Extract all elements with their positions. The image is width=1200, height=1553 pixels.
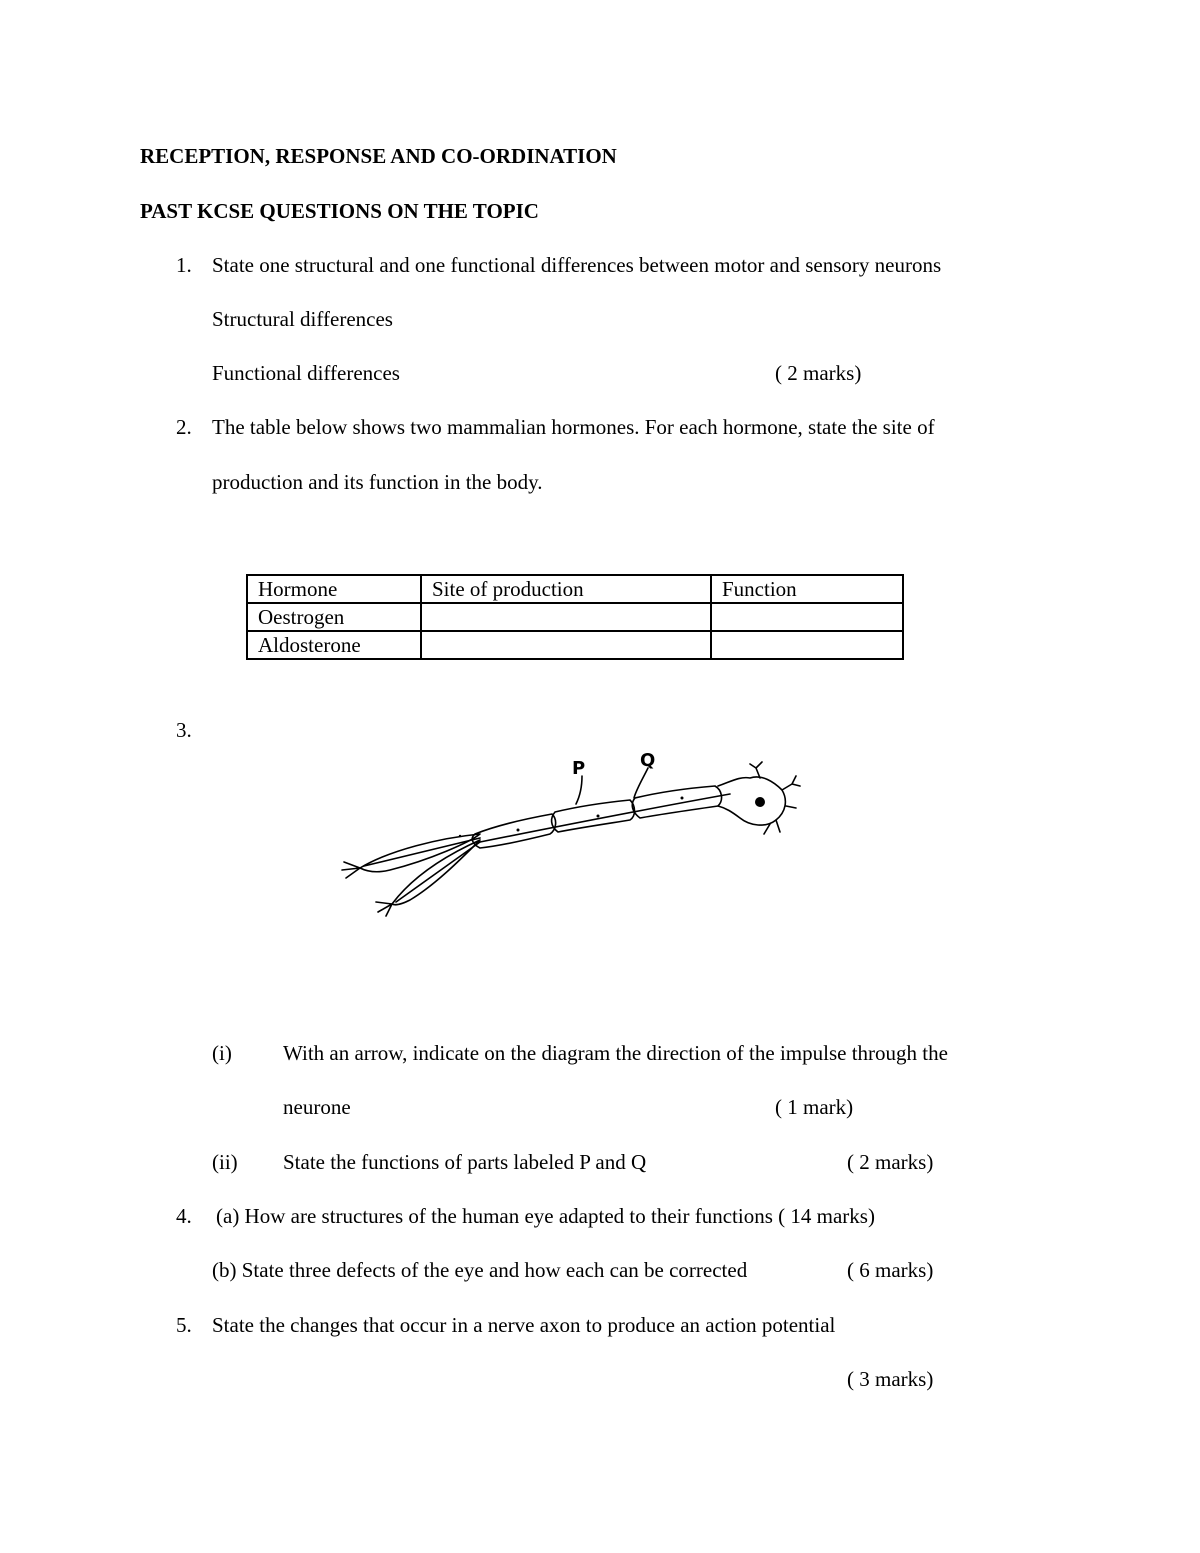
table-header-cell: Function <box>711 575 903 603</box>
q3-ii-text: State the functions of parts labeled P and Q <box>283 1150 647 1174</box>
document-title: RECEPTION, RESPONSE AND CO-ORDINATION <box>140 144 617 168</box>
q5-text: State the changes that occur in a nerve axon to produce an action potential <box>212 1313 836 1337</box>
label-p: P <box>572 758 586 779</box>
q4-number: 4. <box>176 1204 192 1228</box>
terminal-brush <box>342 862 360 878</box>
table-cell-function <box>711 631 903 659</box>
q3-number: 3. <box>176 718 192 742</box>
q3-i-number: (i) <box>212 1041 232 1065</box>
q3-i-marks: ( 1 mark) <box>775 1095 854 1119</box>
table-cell-site <box>421 603 711 631</box>
table-cell-function <box>711 603 903 631</box>
q3-ii-number: (ii) <box>212 1150 238 1174</box>
hormones-table <box>246 574 904 660</box>
table-header-row <box>247 575 903 603</box>
label-pointer-q <box>634 768 648 798</box>
q5-number: 5. <box>176 1313 192 1337</box>
q1-text: State one structural and one functional differences between motor and sensory neurons <box>212 253 942 277</box>
document-subtitle: PAST KCSE QUESTIONS ON THE TOPIC <box>140 199 539 223</box>
cell-body <box>718 777 785 825</box>
q3-ii-marks: ( 2 marks) <box>847 1150 934 1174</box>
q1-marks: ( 2 marks) <box>775 361 862 385</box>
table-row <box>247 603 903 631</box>
q1-number: 1. <box>176 253 192 277</box>
q3-i-text-line1: With an arrow, indicate on the diagram the direction of the impulse through the <box>283 1041 948 1065</box>
table-cell-hormone: Oestrogen <box>247 603 421 631</box>
table-cell-hormone: Aldosterone <box>247 631 421 659</box>
table-cell-site <box>421 631 711 659</box>
q2-number: 2. <box>176 415 192 439</box>
myelin-sheath-segment <box>632 786 721 818</box>
nucleus <box>755 797 765 807</box>
label-q: Q <box>640 750 656 771</box>
q4-part-a: (a) How are structures of the human eye adapted to their functions ( 14 marks) <box>216 1204 875 1228</box>
q1-functional-label: Functional differences <box>212 361 400 385</box>
table-header-cell: Hormone <box>247 575 421 603</box>
q2-text-line1: The table below shows two mammalian hormones. For each hormone, state the site of <box>212 415 935 439</box>
label-pointer-p <box>576 776 582 804</box>
myelin-sheath-segment <box>472 814 555 848</box>
q1-structural-label: Structural differences <box>212 307 393 331</box>
q5-marks: ( 3 marks) <box>847 1367 934 1391</box>
table-row <box>247 631 903 659</box>
myelin-sheath-segment <box>552 800 635 832</box>
q4-part-b-marks: ( 6 marks) <box>847 1258 934 1282</box>
neuron-diagram <box>330 690 810 990</box>
q3-i-text-line2: neurone <box>283 1095 351 1119</box>
terminal-brush <box>376 902 392 916</box>
q4-part-b: (b) State three defects of the eye and how each can be corrected <box>212 1258 748 1282</box>
q2-text-line2: production and its function in the body. <box>212 470 543 494</box>
table-header-cell: Site of production <box>421 575 711 603</box>
